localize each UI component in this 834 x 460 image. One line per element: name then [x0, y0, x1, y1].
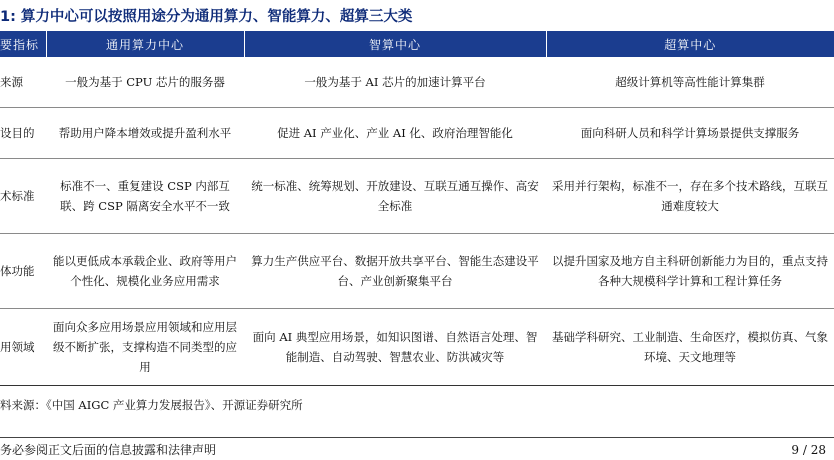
cell-general: 能以更低成本承载企业、政府等用户个性化、规模化业务应用需求 — [46, 234, 244, 309]
cell-super: 超级计算机等高性能计算集群 — [546, 57, 834, 108]
row-label: 术标准 — [0, 159, 46, 234]
table-row — [0, 57, 834, 108]
cell-super: 基础学科研究、工业制造、生命医疗，模拟仿真、气象环境、天文地理等 — [546, 309, 834, 386]
cell-super: 以提升国家及地方自主科研创新能力为目的，重点支持各种大规模科学计算和工程计算任务 — [546, 234, 834, 309]
cell-intelligent: 统一标准、统筹规划、开放建设、互联互通互操作、高安全标准 — [244, 159, 546, 234]
row-label: 来源 — [0, 57, 46, 108]
cell-general: 面向众多应用场景应用领域和应用层级不断扩张，支撑构造不同类型的应用 — [46, 309, 244, 386]
source-note: 料来源：《中国 AIGC 产业算力发展报告》、开源证券研究所 — [0, 398, 303, 412]
row-label: 设目的 — [0, 108, 46, 159]
table-row — [0, 234, 834, 309]
compute-center-table — [0, 31, 834, 386]
header-intelligent-center: 智算中心 — [244, 31, 546, 57]
cell-general: 帮助用户降本增效或提升盈利水平 — [46, 108, 244, 159]
cell-general: 标准不一、重复建设 CSP 内部互联、跨 CSP 隔离安全水平不一致 — [46, 159, 244, 234]
cell-super: 面向科研人员和科学计算场景提供支撑服务 — [546, 108, 834, 159]
page-number: 9 / 28 — [791, 443, 826, 457]
cell-intelligent: 面向 AI 典型应用场景，如知识图谱、自然语言处理、智能制造、自动驾驶、智慧农业、防洪减灾等 — [244, 309, 546, 386]
table-row — [0, 309, 834, 386]
table-row — [0, 108, 834, 159]
row-label: 体功能 — [0, 234, 46, 309]
table-row — [0, 159, 834, 234]
header-super-center: 超算中心 — [546, 31, 834, 57]
cell-super: 采用并行架构，标准不一，存在多个技术路线，互联互通难度较大 — [546, 159, 834, 234]
footer-divider — [0, 437, 834, 438]
row-label: 用领域 — [0, 309, 46, 386]
cell-general: 一般为基于 CPU 芯片的服务器 — [46, 57, 244, 108]
header-general-center: 通用算力中心 — [46, 31, 244, 57]
header-indicator: 要指标 — [0, 31, 46, 57]
legal-notice: 务必参阅正文后面的信息披露和法律声明 — [0, 443, 217, 457]
cell-intelligent: 算力生产供应平台、数据开放共享平台、智能生态建设平台、产业创新聚集平台 — [244, 234, 546, 309]
cell-intelligent: 一般为基于 AI 芯片的加速计算平台 — [244, 57, 546, 108]
table-header-row — [0, 31, 834, 57]
table-title: 1: 算力中心可以按照用途分为通用算力、智能算力、超算三大类 — [0, 9, 413, 25]
cell-intelligent: 促进 AI 产业化、产业 AI 化、政府治理智能化 — [244, 108, 546, 159]
